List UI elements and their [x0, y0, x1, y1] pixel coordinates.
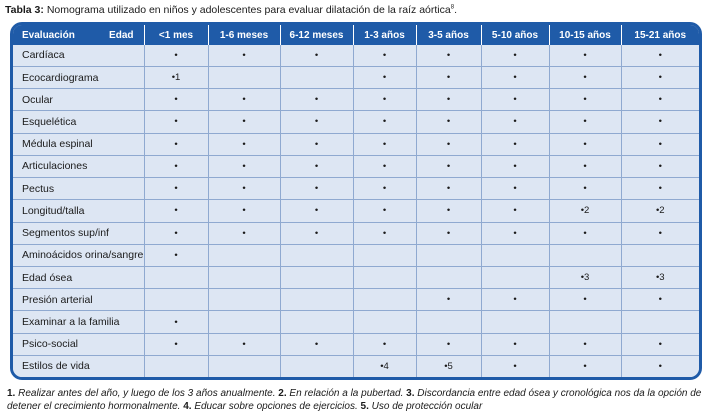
row-label: Pectus — [13, 178, 144, 200]
header-edad: Edad — [109, 29, 134, 41]
table-cell: • — [549, 45, 621, 66]
table-cell: • — [481, 45, 549, 66]
table-cell — [144, 355, 208, 377]
table-cell: •3 — [621, 267, 699, 289]
table-cell: • — [549, 89, 621, 111]
table-cell: • — [280, 111, 353, 133]
table-row — [13, 333, 699, 355]
table-cell: • — [416, 66, 481, 88]
table-cell: • — [621, 133, 699, 155]
table-frame — [10, 22, 702, 380]
table-cell: • — [621, 355, 699, 377]
table-cell: • — [481, 66, 549, 88]
table-cell — [280, 267, 353, 289]
row-label: Médula espinal — [13, 133, 144, 155]
table-cell: • — [481, 155, 549, 177]
table-row — [13, 355, 699, 377]
row-label: Longitud/talla — [13, 200, 144, 222]
table-cell: • — [144, 89, 208, 111]
table-row — [13, 178, 699, 200]
table-cell: • — [549, 155, 621, 177]
table-cell: • — [621, 333, 699, 355]
table-cell: • — [621, 66, 699, 88]
table-cell — [280, 311, 353, 333]
header-age-col: 5-10 años — [481, 25, 549, 45]
table-cell: • — [416, 222, 481, 244]
table-row — [13, 111, 699, 133]
table-cell: • — [481, 333, 549, 355]
table-cell: • — [416, 289, 481, 311]
table-cell: • — [416, 200, 481, 222]
footnote-number: 1. — [7, 388, 16, 399]
table-cell — [353, 289, 416, 311]
table-cell: • — [481, 133, 549, 155]
table-cell — [549, 311, 621, 333]
table-cell — [416, 244, 481, 266]
table-cell: • — [416, 333, 481, 355]
table-cell: • — [208, 111, 280, 133]
table-cell: •5 — [416, 355, 481, 377]
table-cell: • — [353, 66, 416, 88]
table-row — [13, 244, 699, 266]
table-cell: • — [208, 178, 280, 200]
table-cell: • — [481, 178, 549, 200]
table-cell: • — [353, 155, 416, 177]
table-row — [13, 289, 699, 311]
table-cell: • — [144, 333, 208, 355]
table-cell — [208, 311, 280, 333]
table-cell: • — [621, 111, 699, 133]
row-label: Psico-social — [13, 333, 144, 355]
table-cell — [353, 244, 416, 266]
evaluation-table — [13, 25, 699, 377]
caption-text: Nomograma utilizado en niños y adolescentes para evaluar dilatación de la raíz aórtica — [46, 4, 451, 16]
table-cell: • — [144, 222, 208, 244]
table-cell: • — [208, 155, 280, 177]
footnote-text: Uso de protección ocular — [368, 400, 483, 412]
header-age-col: 1-3 años — [353, 25, 416, 45]
footnote-text: En relación a la pubertad. — [286, 388, 407, 399]
table-cell — [621, 311, 699, 333]
table-cell — [208, 66, 280, 88]
table-cell — [144, 289, 208, 311]
table-cell — [416, 311, 481, 333]
footnote-text: Discordancia entre edad ósea y cronológica nos da la opción de detener el crecimiento hormonalmente. — [7, 388, 702, 412]
table-cell: • — [416, 155, 481, 177]
table-cell: •2 — [549, 200, 621, 222]
table-cell — [208, 267, 280, 289]
table-cell: • — [549, 178, 621, 200]
table-header-row — [13, 25, 699, 45]
table-cell: • — [481, 289, 549, 311]
table-row — [13, 133, 699, 155]
table-cell: • — [481, 89, 549, 111]
table-cell: • — [144, 155, 208, 177]
table-cell: • — [549, 355, 621, 377]
table-cell: • — [416, 178, 481, 200]
table-cell: •2 — [621, 200, 699, 222]
row-label: Ocular — [13, 89, 144, 111]
table-cell — [353, 311, 416, 333]
table-cell — [208, 355, 280, 377]
table-cell: • — [621, 45, 699, 66]
table-cell: • — [621, 155, 699, 177]
footnote-number: 5. — [360, 400, 369, 412]
caption-label: Tabla 3: — [5, 4, 44, 16]
table-cell: • — [144, 200, 208, 222]
table-cell: • — [549, 111, 621, 133]
table-cell: • — [416, 133, 481, 155]
table-cell: • — [549, 333, 621, 355]
table-cell: • — [280, 45, 353, 66]
table-cell: • — [280, 333, 353, 355]
table-cell: • — [621, 222, 699, 244]
table-cell: • — [353, 333, 416, 355]
table-row — [13, 267, 699, 289]
table-cell: • — [353, 222, 416, 244]
table-cell — [144, 267, 208, 289]
header-age-col: 15-21 años — [621, 25, 699, 45]
row-label: Segmentos sup/inf — [13, 222, 144, 244]
table-cell: • — [208, 133, 280, 155]
table-cell — [280, 244, 353, 266]
table-cell: • — [144, 178, 208, 200]
table-row — [13, 155, 699, 177]
row-label: Edad ósea — [13, 267, 144, 289]
table-cell: • — [481, 200, 549, 222]
table-cell: • — [621, 289, 699, 311]
table-cell: • — [208, 200, 280, 222]
table-cell: • — [353, 45, 416, 66]
header-age-col: 3-5 años — [416, 25, 481, 45]
row-label: Articulaciones — [13, 155, 144, 177]
row-label: Presión arterial — [13, 289, 144, 311]
table-caption — [5, 3, 705, 17]
table-row — [13, 311, 699, 333]
table-cell: •3 — [549, 267, 621, 289]
header-age-col: 6-12 meses — [280, 25, 353, 45]
table-cell — [481, 267, 549, 289]
table-cell — [481, 244, 549, 266]
table-cell: •1 — [144, 66, 208, 88]
table-cell: • — [280, 89, 353, 111]
table-cell: • — [208, 222, 280, 244]
table-cell: • — [280, 222, 353, 244]
row-label: Aminoácidos orina/sangre — [13, 244, 144, 266]
table-cell: • — [144, 133, 208, 155]
table-row — [13, 66, 699, 88]
table-cell: • — [416, 111, 481, 133]
table-cell — [621, 244, 699, 266]
table-row — [13, 200, 699, 222]
table-cell: • — [353, 89, 416, 111]
table-cell: • — [481, 355, 549, 377]
table-cell: • — [621, 178, 699, 200]
table-row — [13, 89, 699, 111]
table-cell: • — [208, 89, 280, 111]
table-cell: • — [353, 111, 416, 133]
header-evaluacion-edad — [13, 25, 144, 45]
table-cell: •4 — [353, 355, 416, 377]
table-cell — [280, 289, 353, 311]
table-cell: • — [208, 45, 280, 66]
table-cell — [280, 355, 353, 377]
table-cell: • — [353, 133, 416, 155]
table-cell: • — [549, 133, 621, 155]
table-cell — [416, 267, 481, 289]
table-cell: • — [416, 45, 481, 66]
footnote-number: 3. — [406, 388, 415, 399]
header-evaluacion: Evaluación — [22, 29, 75, 41]
header-age-col: 1-6 meses — [208, 25, 280, 45]
table-cell — [208, 244, 280, 266]
table-cell — [353, 267, 416, 289]
footnote-number: 2. — [278, 388, 287, 399]
table-cell: • — [144, 311, 208, 333]
row-label: Cardíaca — [13, 45, 144, 66]
table-cell: • — [353, 178, 416, 200]
table-cell: • — [481, 111, 549, 133]
table-cell: • — [280, 133, 353, 155]
caption-trailing: . — [454, 4, 457, 16]
caption-reference: 8 — [450, 4, 455, 11]
table-cell: • — [280, 200, 353, 222]
table-cell — [549, 244, 621, 266]
footnote-text: Realizar antes del año, y luego de los 3 años anualmente. — [15, 388, 279, 399]
footnote-number: 4. — [183, 400, 192, 412]
table-cell: • — [416, 89, 481, 111]
table-cell: • — [549, 66, 621, 88]
table-row — [13, 45, 699, 66]
table-cell: • — [144, 244, 208, 266]
table-cell — [280, 66, 353, 88]
row-label: Esquelética — [13, 111, 144, 133]
table-cell: • — [549, 222, 621, 244]
table-cell — [481, 311, 549, 333]
table-cell: • — [353, 200, 416, 222]
table-body — [13, 45, 699, 377]
header-age-col: 10-15 años — [549, 25, 621, 45]
table-cell: • — [208, 333, 280, 355]
table-row — [13, 222, 699, 244]
table-footnotes — [7, 388, 704, 413]
table-cell: • — [481, 222, 549, 244]
table-cell: • — [144, 45, 208, 66]
table-cell: • — [549, 289, 621, 311]
row-label: Examinar a la familia — [13, 311, 144, 333]
table-cell — [208, 289, 280, 311]
footnote-text: Educar sobre opciones de ejercicios. — [191, 400, 361, 412]
table-cell: • — [621, 89, 699, 111]
table-cell: • — [144, 111, 208, 133]
header-age-col: <1 mes — [144, 25, 208, 45]
table-cell: • — [280, 178, 353, 200]
row-label: Estilos de vida — [13, 355, 144, 377]
table-cell: • — [280, 155, 353, 177]
row-label: Ecocardiograma — [13, 66, 144, 88]
